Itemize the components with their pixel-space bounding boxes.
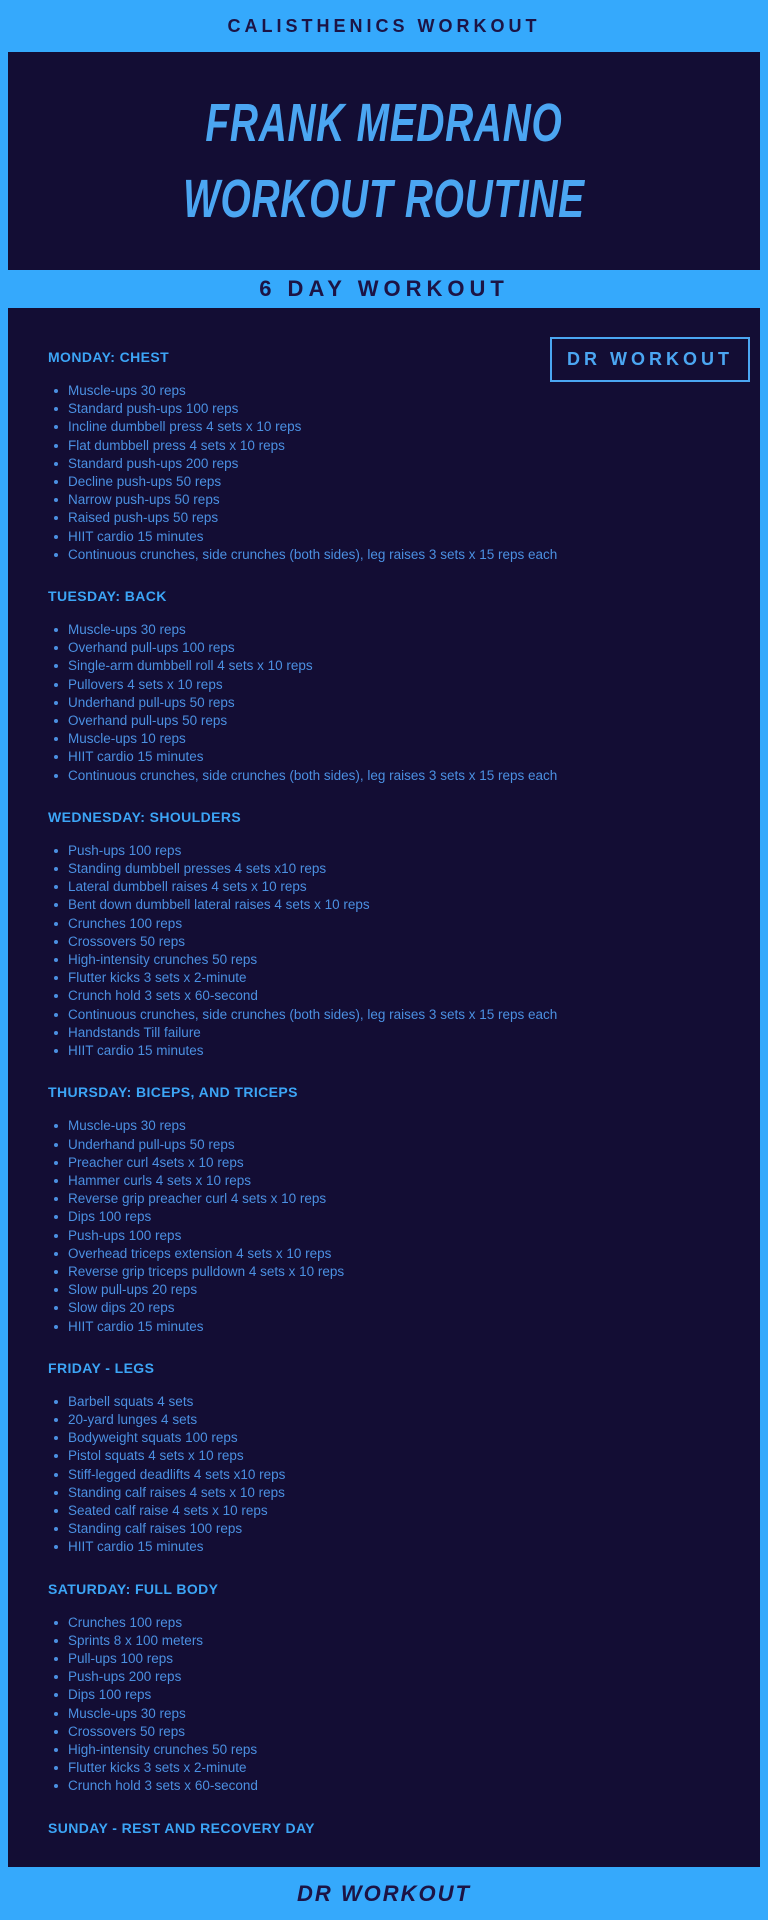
exercise-item: Flat dumbbell press 4 sets x 10 reps [68, 437, 730, 455]
exercise-item: Underhand pull-ups 50 reps [68, 1136, 730, 1154]
day-section [48, 810, 730, 1060]
title-header [8, 52, 760, 270]
footer-banner [0, 1867, 768, 1920]
exercise-item: Hammer curls 4 sets x 10 reps [68, 1172, 730, 1190]
exercise-item: Slow dips 20 reps [68, 1299, 730, 1317]
day-section [48, 1821, 730, 1836]
exercise-item: Flutter kicks 3 sets x 2-minute [68, 969, 730, 987]
exercise-list [48, 382, 730, 564]
exercise-item: Crunches 100 reps [68, 1614, 730, 1632]
dr-workout-badge-label: DR WORKOUT [567, 349, 733, 369]
day-section [48, 1582, 730, 1796]
day-section [48, 589, 730, 785]
day-heading: WEDNESDAY: SHOULDERS [48, 808, 242, 825]
exercise-item: HIIT cardio 15 minutes [68, 748, 730, 766]
exercise-item: Preacher curl 4sets x 10 reps [68, 1154, 730, 1172]
exercise-item: HIIT cardio 15 minutes [68, 1318, 730, 1336]
day-section [48, 1361, 730, 1557]
exercise-item: Continuous crunches, side crunches (both sides), leg raises 3 sets x 15 reps each [68, 1006, 730, 1024]
exercise-list [48, 1117, 730, 1335]
exercise-item: Single-arm dumbbell roll 4 sets x 10 reps [68, 657, 730, 675]
exercise-item: Continuous crunches, side crunches (both sides), leg raises 3 sets x 15 reps each [68, 546, 730, 564]
exercise-item: Flutter kicks 3 sets x 2-minute [68, 1759, 730, 1777]
exercise-item: Continuous crunches, side crunches (both sides), leg raises 3 sets x 15 reps each [68, 767, 730, 785]
subtitle-band [0, 270, 768, 308]
exercise-item: Push-ups 200 reps [68, 1668, 730, 1686]
exercise-item: Overhead triceps extension 4 sets x 10 reps [68, 1245, 730, 1263]
exercise-item: Crunch hold 3 sets x 60-second [68, 1777, 730, 1795]
exercise-item: Muscle-ups 10 reps [68, 730, 730, 748]
exercise-item: HIIT cardio 15 minutes [68, 1042, 730, 1060]
exercise-item: Muscle-ups 30 reps [68, 1117, 730, 1135]
exercise-item: Muscle-ups 30 reps [68, 621, 730, 639]
exercise-item: Barbell squats 4 sets [68, 1393, 730, 1411]
exercise-item: Reverse grip preacher curl 4 sets x 10 reps [68, 1190, 730, 1208]
footer-logo-text: DR WORKOUT [297, 1880, 471, 1906]
exercise-item: Overhand pull-ups 100 reps [68, 639, 730, 657]
exercise-item: Pistol squats 4 sets x 10 reps [68, 1447, 730, 1465]
exercise-item: HIIT cardio 15 minutes [68, 1538, 730, 1556]
exercise-item: Standing calf raises 100 reps [68, 1520, 730, 1538]
exercise-item: Sprints 8 x 100 meters [68, 1632, 730, 1650]
day-section [48, 350, 730, 564]
exercise-item: Standing dumbbell presses 4 sets x10 reps [68, 860, 730, 878]
exercise-item: Standing calf raises 4 sets x 10 reps [68, 1484, 730, 1502]
exercise-item: Raised push-ups 50 reps [68, 509, 730, 527]
workout-panel [8, 308, 760, 1867]
exercise-item: Underhand pull-ups 50 reps [68, 694, 730, 712]
poster-title-line1: FRANK MEDRANO [205, 93, 563, 153]
exercise-list [48, 842, 730, 1060]
day-section [48, 1085, 730, 1335]
day-heading: FRIDAY - LEGS [48, 1359, 155, 1376]
day-heading: THURSDAY: BICEPS, AND TRICEPS [48, 1084, 298, 1101]
exercise-item: Narrow push-ups 50 reps [68, 491, 730, 509]
exercise-item: 20-yard lunges 4 sets [68, 1411, 730, 1429]
exercise-item: Lateral dumbbell raises 4 sets x 10 reps [68, 878, 730, 896]
exercise-item: Dips 100 reps [68, 1686, 730, 1704]
exercise-item: Decline push-ups 50 reps [68, 473, 730, 491]
top-banner [0, 0, 768, 52]
exercise-item: Slow pull-ups 20 reps [68, 1281, 730, 1299]
sections [48, 350, 730, 1836]
exercise-item: Push-ups 100 reps [68, 842, 730, 860]
exercise-item: Standard push-ups 200 reps [68, 455, 730, 473]
subtitle-band-text: 6 DAY WORKOUT [259, 276, 509, 301]
exercise-item: Muscle-ups 30 reps [68, 1705, 730, 1723]
exercise-item: Incline dumbbell press 4 sets x 10 reps [68, 418, 730, 436]
exercise-list [48, 1393, 730, 1557]
exercise-list [48, 621, 730, 785]
exercise-item: Dips 100 reps [68, 1208, 730, 1226]
exercise-item: High-intensity crunches 50 reps [68, 951, 730, 969]
exercise-item: Pull-ups 100 reps [68, 1650, 730, 1668]
exercise-item: Reverse grip triceps pulldown 4 sets x 10 reps [68, 1263, 730, 1281]
exercise-item: Muscle-ups 30 reps [68, 382, 730, 400]
dr-workout-badge [550, 337, 750, 382]
exercise-item: Overhand pull-ups 50 reps [68, 712, 730, 730]
exercise-item: Crossovers 50 reps [68, 933, 730, 951]
poster-title [183, 85, 585, 237]
exercise-item: Crossovers 50 reps [68, 1723, 730, 1741]
day-heading: MONDAY: CHEST [48, 349, 170, 365]
exercise-item: Crunch hold 3 sets x 60-second [68, 987, 730, 1005]
exercise-item: Push-ups 100 reps [68, 1227, 730, 1245]
day-heading: TUESDAY: BACK [48, 588, 167, 605]
poster-title-line2: WORKOUT ROUTINE [183, 169, 585, 229]
exercise-item: Standard push-ups 100 reps [68, 400, 730, 418]
exercise-item: Pullovers 4 sets x 10 reps [68, 676, 730, 694]
day-heading: SUNDAY - REST AND RECOVERY DAY [48, 1819, 315, 1836]
exercise-item: Seated calf raise 4 sets x 10 reps [68, 1502, 730, 1520]
day-heading: SATURDAY: FULL BODY [48, 1580, 219, 1597]
exercise-item: Bent down dumbbell lateral raises 4 sets x 10 reps [68, 896, 730, 914]
exercise-item: Crunches 100 reps [68, 915, 730, 933]
top-banner-text: CALISTHENICS WORKOUT [227, 15, 541, 36]
exercise-item: High-intensity crunches 50 reps [68, 1741, 730, 1759]
exercise-item: Handstands Till failure [68, 1024, 730, 1042]
exercise-item: Stiff-legged deadlifts 4 sets x10 reps [68, 1466, 730, 1484]
exercise-list [48, 1614, 730, 1796]
exercise-item: Bodyweight squats 100 reps [68, 1429, 730, 1447]
exercise-item: HIIT cardio 15 minutes [68, 528, 730, 546]
